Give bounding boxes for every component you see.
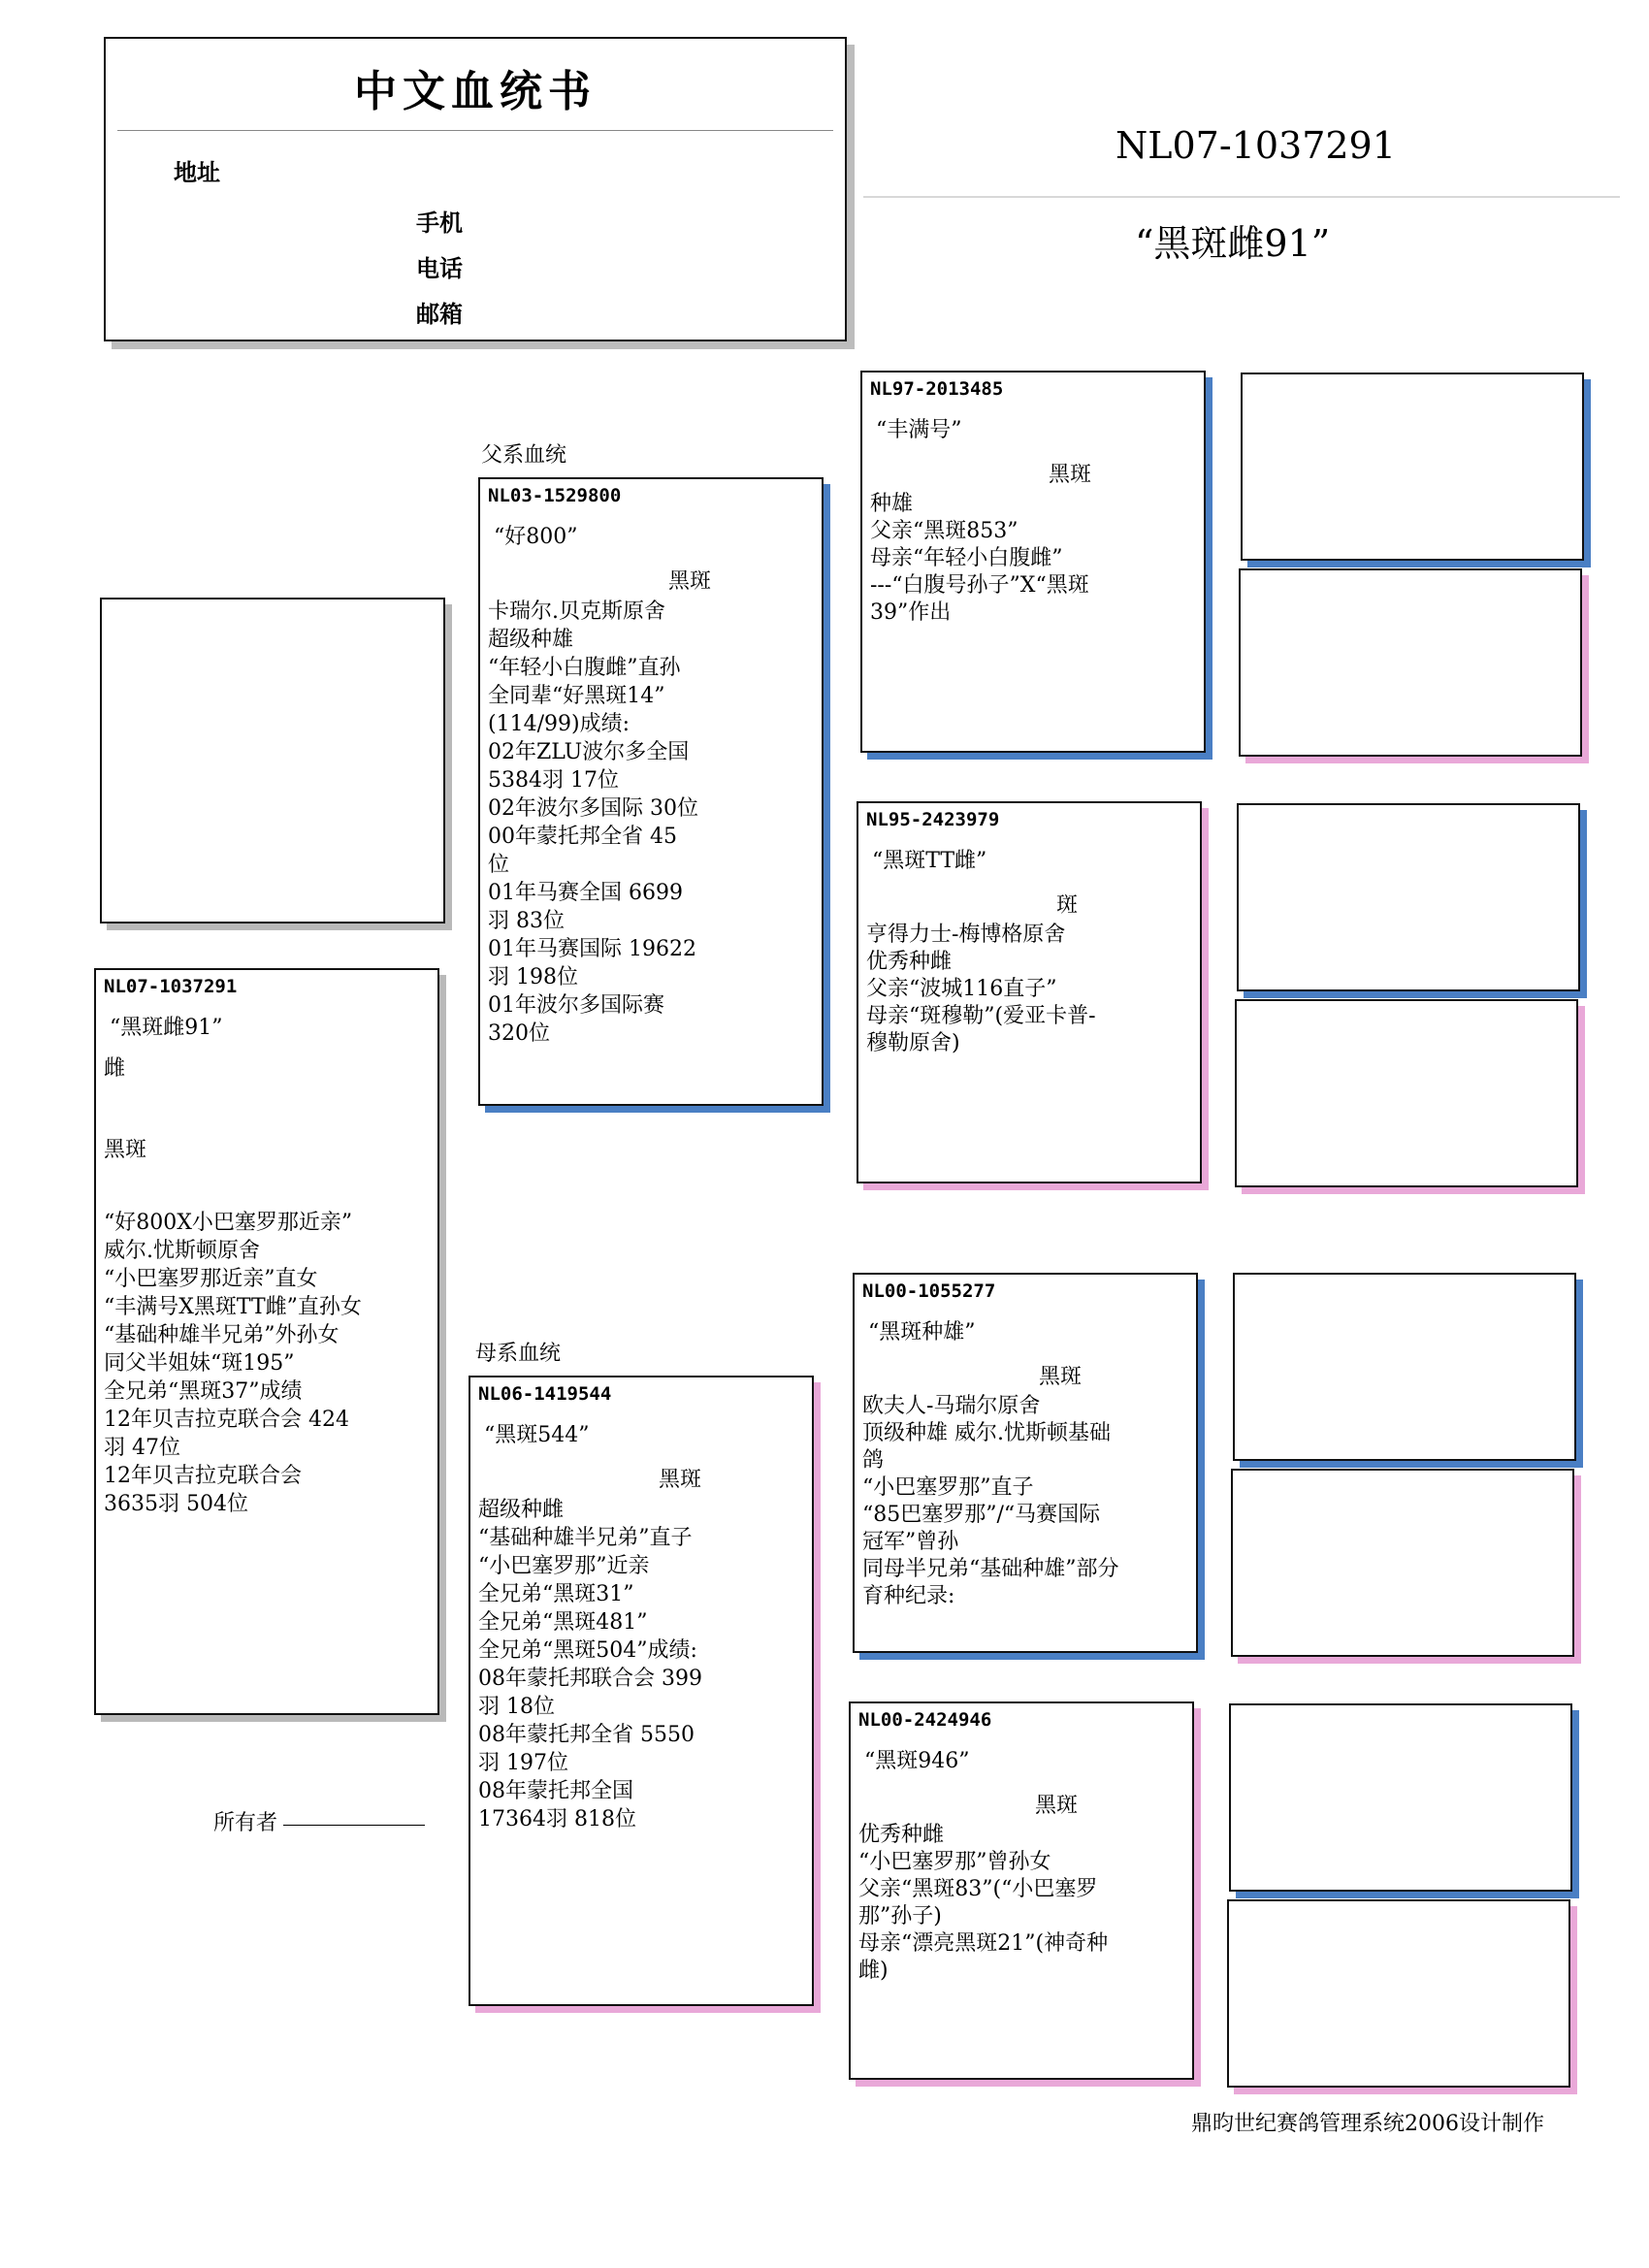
dam-info: 超级种雌 “基础种雄半兄弟”直子 “小巴塞罗那”近亲 全兄弟“黑斑31” 全兄弟“黑斑481” 全兄弟“黑斑504”成绩: 08年蒙托邦联合会 399 羽 18位 08年蒙托邦全省 5550 羽 197位 08年蒙托邦全国 17364羽 818位 [478, 1498, 702, 1831]
owner-field [213, 1806, 425, 1836]
phone-label: 电话 [416, 254, 463, 282]
dam-line-label: 母系血统 [475, 1342, 562, 1366]
document-title: 中文血统书 [354, 67, 597, 116]
great-grandparent-box-4 [1235, 999, 1578, 1187]
granddam-maternal-name: “黑斑946” [864, 1749, 970, 1773]
great-grandparent-box-3 [1237, 803, 1580, 991]
subject-card-ring: NL07-1037291 [104, 976, 238, 997]
subject-card [94, 968, 439, 1715]
grandsire-maternal-color: 黑斑 [1039, 1365, 1083, 1389]
granddam-maternal-color: 黑斑 [1035, 1794, 1079, 1818]
granddam-paternal-ring: NL95-2423979 [866, 809, 1000, 830]
grandsire-maternal-info: 欧夫人-马瑞尔原舍 顶级种雄 威尔.忧斯顿基础 鸽 “小巴塞罗那”直子 “85巴塞罗那”/“马赛国际 冠军”曾孙 同母半兄弟“基础种雄”部分 育种纪录: [862, 1394, 1119, 1608]
title-rule [863, 196, 1620, 198]
dam-color: 黑斑 [659, 1468, 702, 1492]
granddam-maternal-ring: NL00-2424946 [858, 1709, 992, 1731]
grandsire-maternal-ring: NL00-1055277 [862, 1280, 996, 1302]
subject-bird-name: “黑斑雌91” [1135, 222, 1331, 265]
granddam-paternal-name: “黑斑TT雌” [872, 849, 987, 873]
subject-info: “好800X小巴塞罗那近亲” 威尔.忧斯顿原舍 “小巴塞罗那近亲”直女 “丰满号X黑斑TT雌”直孙女 “基础种雄半兄弟”外孙女 同父半姐妹“斑195” 全兄弟“黑斑37”成绩 12年贝吉拉克联合会 424 羽 47位 12年贝吉拉克联合会 3635羽 504位 [104, 1211, 362, 1516]
grandsire-paternal-card [860, 371, 1206, 753]
great-grandparent-box-2 [1239, 568, 1582, 757]
sire-color: 黑斑 [668, 569, 712, 594]
mobile-label: 手机 [416, 209, 463, 237]
grandsire-paternal-info: 种雄 父亲“黑斑853” 母亲“年轻小白腹雌” ---“白腹号孙子”X“黑斑 39”作出 [870, 492, 1089, 625]
email-label: 邮箱 [416, 300, 463, 328]
great-grandparent-box-1 [1241, 373, 1584, 561]
dam-name: “黑斑544” [484, 1423, 590, 1447]
granddam-paternal-info: 亨得力士-梅博格原舍 优秀种雌 父亲“波城116直子” 母亲“斑穆勒”(爱亚卡普- 穆勒原舍) [866, 923, 1096, 1055]
owner-label: 所有者 [213, 1811, 278, 1835]
great-grandparent-box-6 [1231, 1469, 1574, 1657]
dam-card [469, 1376, 814, 2006]
great-grandparent-box-7 [1229, 1703, 1572, 1892]
granddam-paternal-color: 斑 [1056, 893, 1079, 918]
sire-name: “好800” [494, 525, 578, 549]
great-grandparent-box-5 [1233, 1273, 1576, 1461]
sire-ring: NL03-1529800 [488, 485, 622, 506]
grandsire-paternal-ring: NL97-2013485 [870, 378, 1004, 400]
sire-line-label: 父系血统 [481, 443, 567, 468]
photo-box [100, 598, 445, 923]
sire-info: 卡瑞尔.贝克斯原舍 超级种雄 “年轻小白腹雌”直孙 全同辈“好黑斑14” (114/99)成绩: 02年ZLU波尔多全国 5384羽 17位 02年波尔多国际 30位 00年蒙托邦全省 45 位 01年马赛全国 6699 羽 83位 01年马赛国际 19622 羽 198位 01年波尔多国际赛 320位 [488, 599, 698, 1046]
subject-card-name: “黑斑雌91” [110, 1016, 223, 1040]
grandsire-maternal-card [853, 1273, 1198, 1653]
owner-signature-line [283, 1825, 425, 1826]
grandsire-paternal-name: “丰满号” [876, 418, 962, 442]
address-label: 地址 [174, 158, 220, 186]
header-divider [117, 130, 833, 131]
sire-card [478, 477, 824, 1106]
dam-ring: NL06-1419544 [478, 1383, 612, 1405]
granddam-maternal-card [849, 1701, 1194, 2080]
granddam-paternal-card [857, 801, 1202, 1183]
header-box [104, 37, 847, 341]
great-grandparent-box-8 [1227, 1899, 1570, 2088]
subject-ring-number: NL07-1037291 [1116, 124, 1396, 167]
subject-sex: 雌 [104, 1056, 126, 1081]
footer-credit: 鼎昀世纪赛鸽管理系统2006设计制作 [1191, 2112, 1544, 2136]
granddam-maternal-info: 优秀种雌 “小巴塞罗那”曾孙女 父亲“黑斑83”(“小巴塞罗 那”孙子) 母亲“漂亮黑斑21”(神奇种 雌) [858, 1823, 1109, 1983]
grandsire-maternal-name: “黑斑种雄” [868, 1320, 976, 1345]
grandsire-paternal-color: 黑斑 [1049, 463, 1092, 487]
subject-color: 黑斑 [104, 1138, 147, 1162]
